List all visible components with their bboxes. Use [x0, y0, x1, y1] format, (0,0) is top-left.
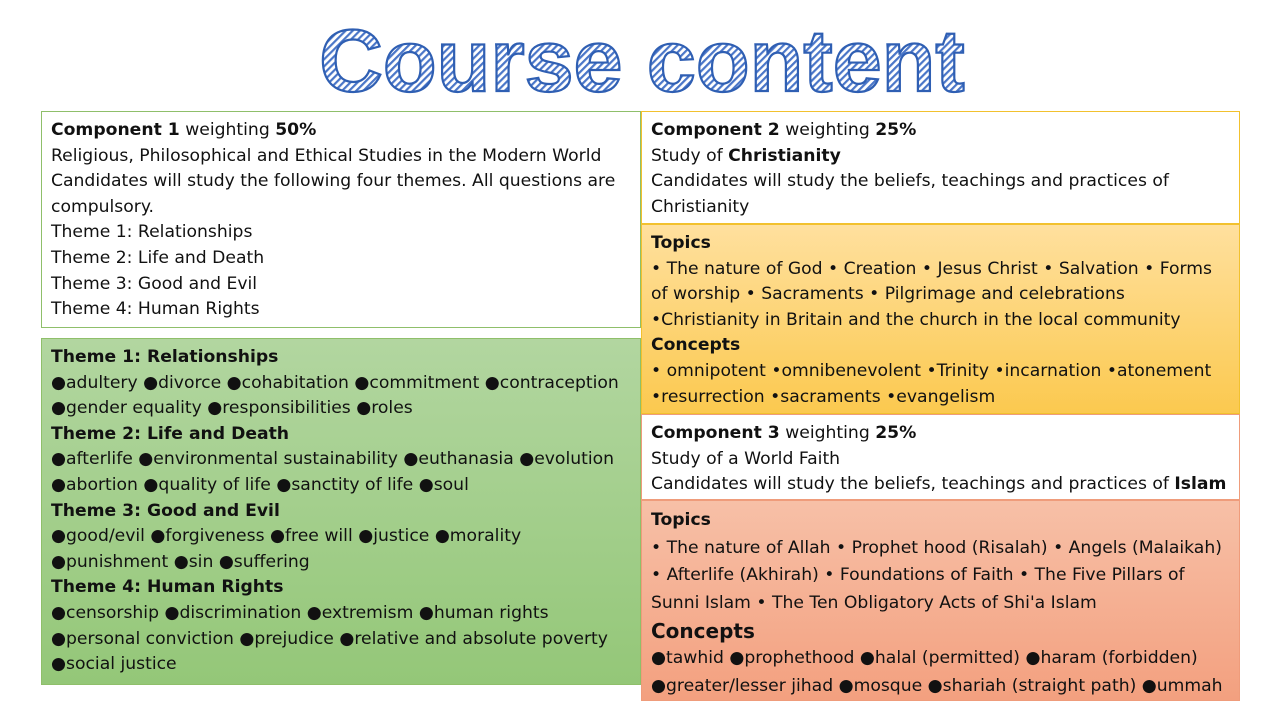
concepts-heading-text: Concepts — [651, 335, 741, 356]
theme-keywords: ●good/evil ●forgiveness ●free will ●justice ●morality — [51, 526, 522, 547]
topics-heading-text: Topics — [651, 510, 711, 530]
component-1-intro: Candidates will study the following four themes. All questions are compulsory. — [51, 171, 616, 217]
component-3-study: Study of a World Faith — [651, 448, 841, 469]
theme-keywords: ●censorship ●discrimination ●extremism ●human rights — [51, 602, 549, 623]
topic-line: Sunni Islam • The Ten Obligatory Acts of Shi'a Islam — [651, 592, 1097, 613]
islam-topics-box — [641, 500, 1240, 701]
topic-line: • The nature of God • Creation • Jesus Christ • Salvation • Forms — [651, 258, 1213, 279]
topic-line: of worship • Sacraments • Pilgrimage and celebrations — [651, 284, 1125, 305]
component-3-header — [651, 421, 1230, 447]
concept-line: •resurrection •sacraments •evangelism — [651, 386, 996, 407]
theme-heading — [51, 499, 631, 525]
topic-line: •Christianity in Britain and the church in the local community — [651, 309, 1181, 330]
concept-line: • omnipotent •omnibenevolent •Trinity •incarnation •atonement — [651, 360, 1212, 381]
topics-heading — [651, 507, 1230, 535]
page-title-text: Course content — [319, 11, 965, 110]
theme-heading — [51, 422, 631, 448]
component-1-header — [51, 118, 631, 144]
concepts-heading — [651, 333, 1230, 359]
component-2-study-subject: Christianity — [728, 145, 841, 166]
theme-heading — [51, 575, 631, 601]
christianity-topics-box — [641, 224, 1240, 414]
themes-detail-box — [41, 338, 641, 685]
component-1-theme: Theme 4: Human Rights — [51, 299, 260, 320]
component-3-intro-faith: Islam — [1174, 474, 1227, 495]
component-1-name: Religious, Philosophical and Ethical Studies in the Modern World — [51, 145, 602, 166]
component-2-box — [641, 111, 1240, 224]
component-1-box — [41, 111, 641, 328]
theme-heading-text: Theme 1: Relationships — [51, 347, 279, 367]
theme-heading-text: Theme 3: Good and Evil — [51, 500, 280, 521]
component-2-intro: Candidates will study the beliefs, teachings and practices of Christianity — [651, 171, 1169, 217]
component-1-theme: Theme 1: Relationships — [51, 222, 253, 243]
topic-line: • The nature of Allah • Prophet hood (Risalah) • Angels (Malaikah) — [651, 537, 1222, 558]
theme-keywords: ●personal conviction ●prejudice ●relative and absolute poverty — [51, 628, 608, 649]
topics-heading — [651, 231, 1230, 257]
page-title — [0, 0, 1280, 110]
theme-keywords: ●afterlife ●environmental sustainability ●euthanasia ●evolution — [51, 449, 615, 470]
component-3-box — [641, 414, 1240, 500]
topics-heading-text: Topics — [651, 233, 711, 253]
topic-line: • Afterlife (Akhirah) • Foundations of Faith • The Five Pillars of — [651, 565, 1185, 585]
component-1-theme: Theme 2: Life and Death — [51, 247, 265, 268]
theme-keywords: ●adultery ●divorce ●cohabitation ●commitment ●contraception — [51, 372, 619, 393]
component-2-header — [651, 118, 1230, 144]
component-3-weighting-word: weighting — [779, 423, 876, 443]
component-2-study — [651, 144, 1230, 170]
component-2-weight: 25% — [875, 120, 917, 140]
theme-keywords: ●social justice — [51, 654, 177, 675]
component-1-theme: Theme 3: Good and Evil — [51, 273, 258, 294]
component-3-intro — [651, 472, 1230, 498]
theme-heading-text: Theme 2: Life and Death — [51, 423, 290, 444]
theme-heading — [51, 345, 631, 371]
component-3-weight: 25% — [875, 423, 917, 443]
component-3-intro-prefix: Candidates will study the beliefs, teachings and practices of — [651, 474, 1175, 495]
theme-keywords: ●gender equality ●responsibilities ●roles — [51, 398, 413, 419]
theme-keywords: ●abortion ●quality of life ●sanctity of life ●soul — [51, 474, 469, 495]
component-1-weight: 50% — [275, 120, 317, 140]
component-2-label: Component 2 — [651, 120, 780, 140]
component-1-label: Component 1 — [51, 120, 180, 140]
component-3-label: Component 3 — [651, 423, 780, 443]
component-2-study-prefix: Study of — [651, 145, 729, 166]
component-1-weighting-word: weighting — [179, 120, 276, 140]
concept-line: ●tawhid ●prophethood ●halal (permitted) ●haram (forbidden) — [651, 648, 1198, 668]
concepts-heading: Concepts — [651, 619, 755, 643]
theme-heading-text: Theme 4: Human Rights — [51, 577, 284, 598]
theme-keywords: ●punishment ●sin ●suffering — [51, 551, 310, 572]
concept-line: ●greater/lesser jihad ●mosque ●shariah (straight path) ●ummah — [651, 675, 1223, 696]
component-2-weighting-word: weighting — [779, 120, 876, 140]
